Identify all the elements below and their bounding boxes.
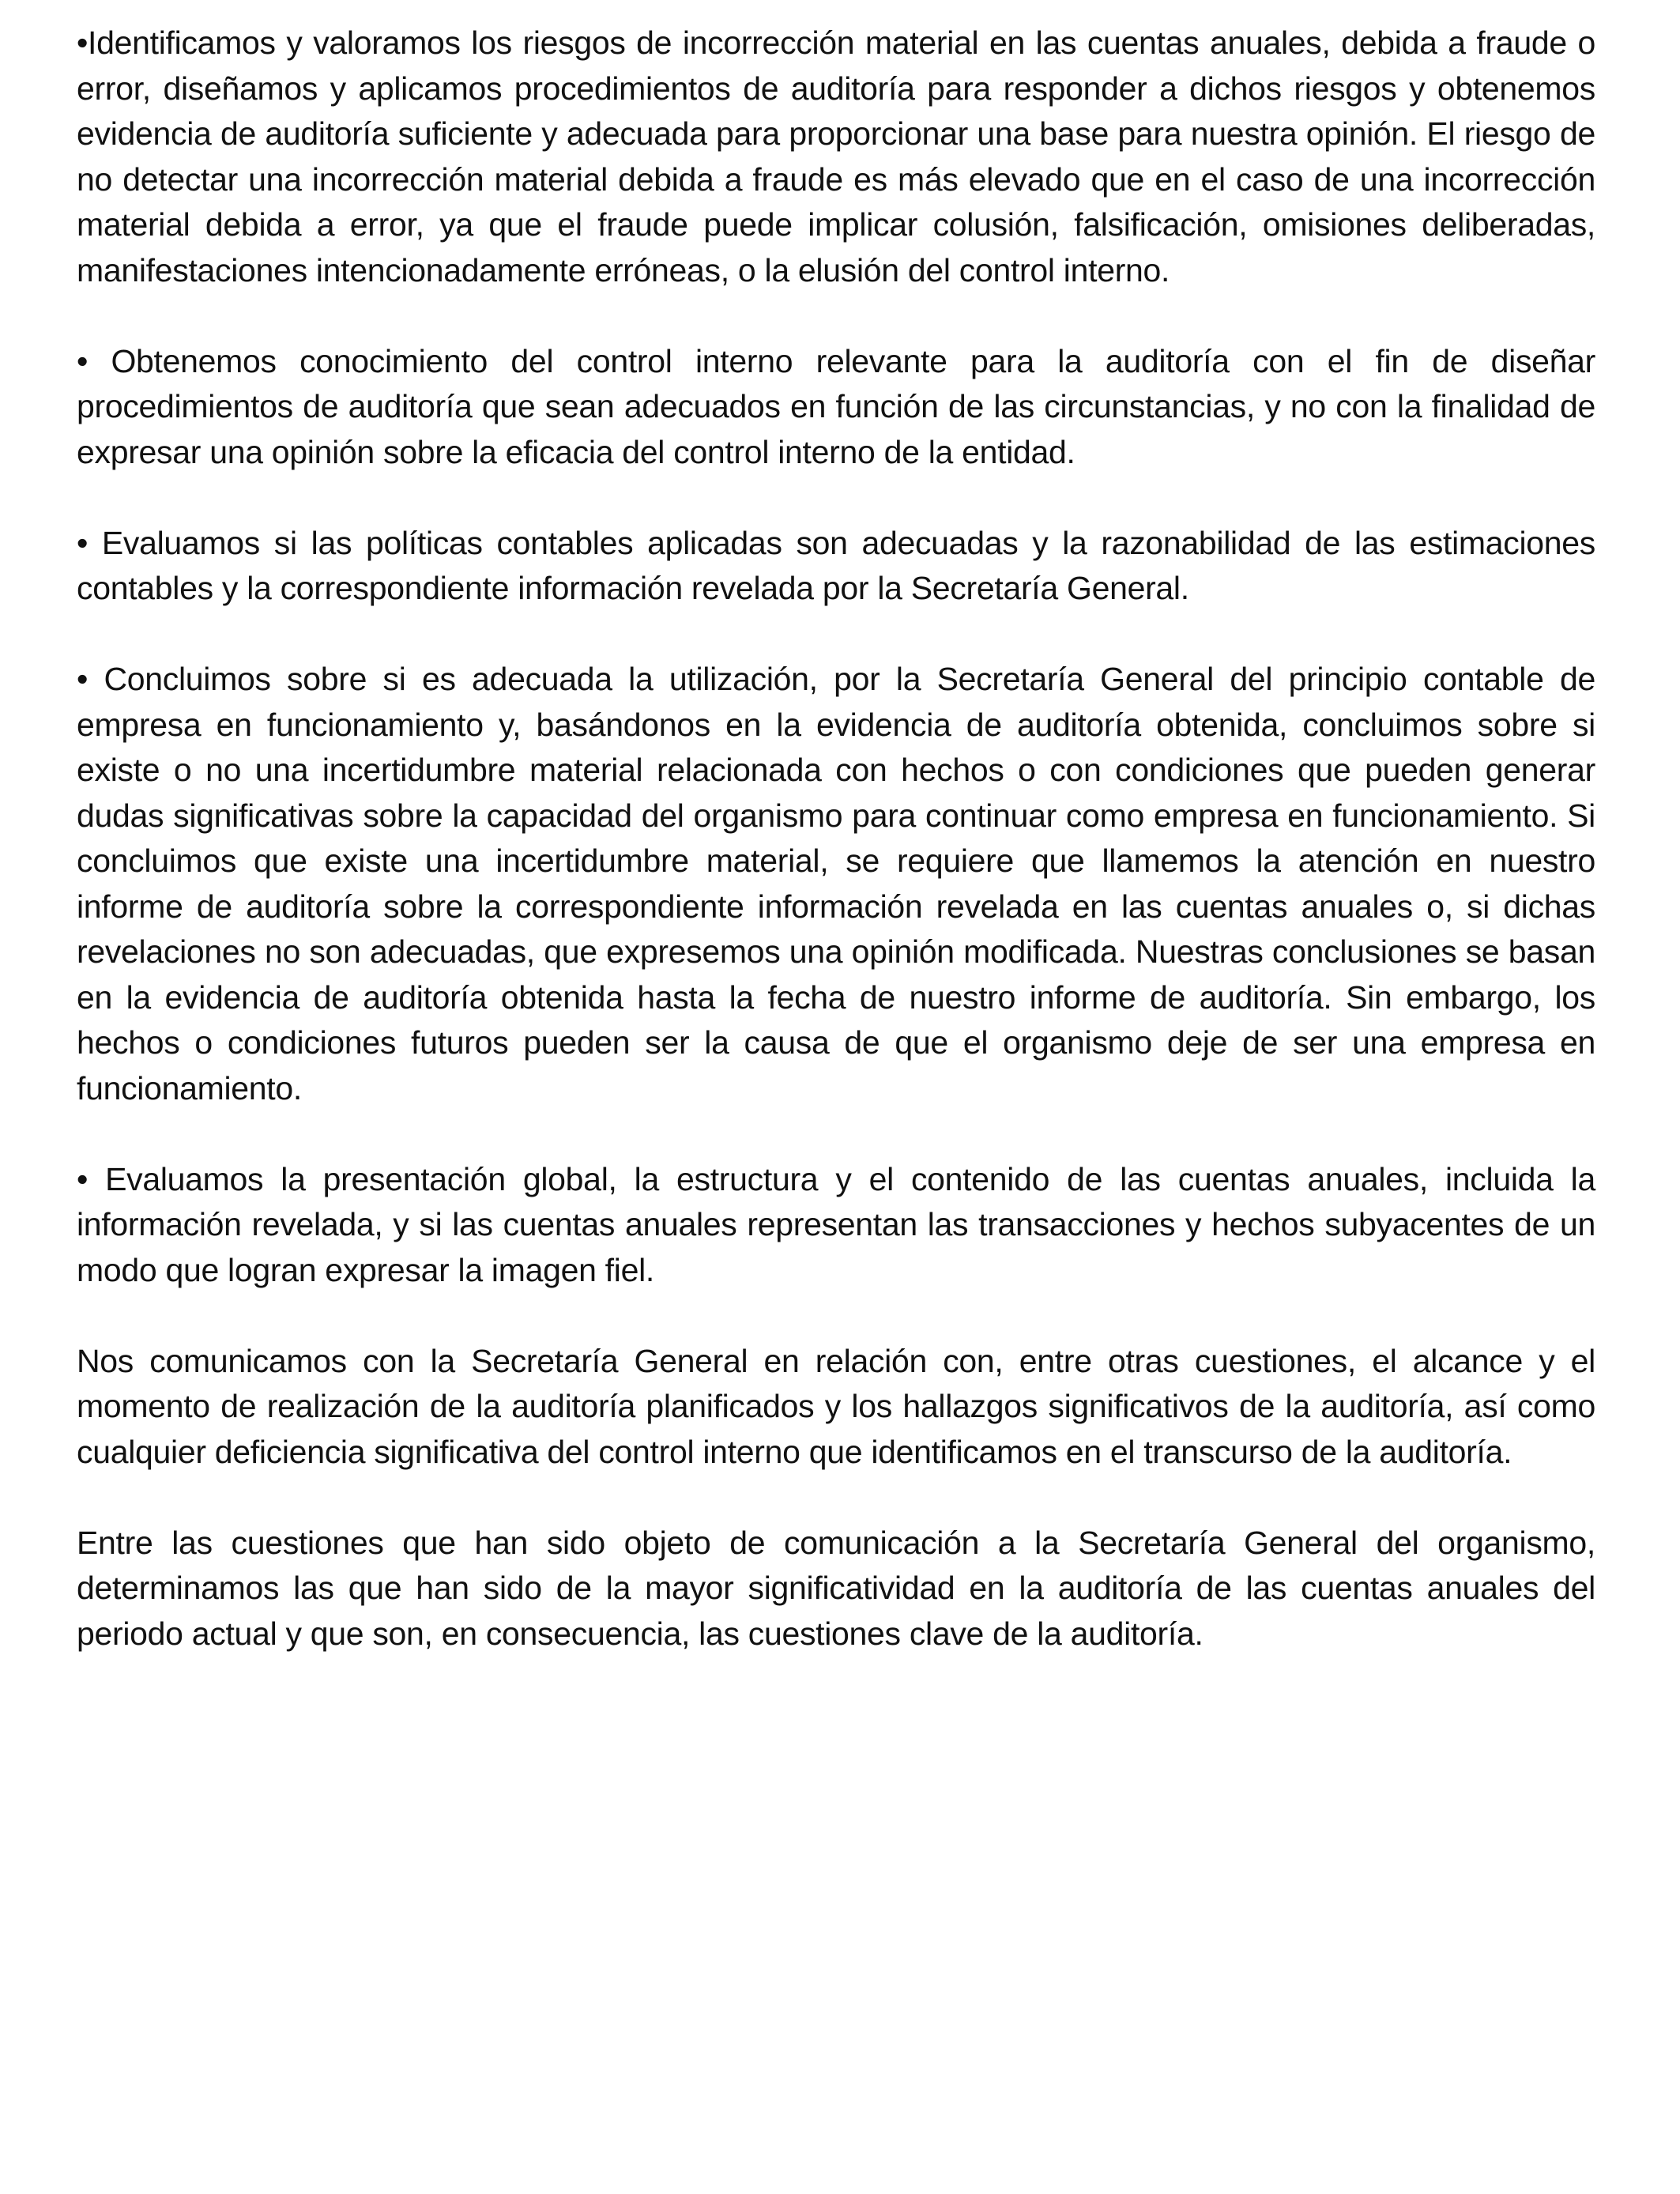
paragraph-key-audit-matters: Entre las cuestiones que han sido objeto de comunicación a la Secretaría General del organismo, determinamos las que han sido de la mayor significatividad en la auditoría de las cuentas anuales del periodo actual y que son, en consecuencia, las cuestiones clave de la auditoría.	[77, 1524, 1595, 1652]
paragraph-going-concern: • Concluimos sobre si es adecuada la utilización, por la Secretaría General del principio contable de empresa en funcionamiento y, basándonos en la evidencia de auditoría obtenida, concluimos sobre si existe o no una incertidumbre material relacionada con hechos o con condiciones que pueden generar dudas significativas sobre la capacidad del organismo para continuar como empresa en funcionamiento. Si concluimos que existe una incertidumbre material, se requiere que llamemos la atención en nuestro informe de auditoría sobre la correspondiente información revelada en las cuentas anuales o, si dichas revelaciones no son adecuadas, que expresemos una opinión modificada. Nuestras conclusiones se basan en la evidencia de auditoría obtenida hasta la fecha de nuestro informe de auditoría. Sin embargo, los hechos o condiciones futuros pueden ser la causa de que el organismo deje de ser una empresa en funcionamiento.	[77, 661, 1595, 1106]
document-body	[77, 21, 1595, 1657]
paragraph-accounting-policies: • Evaluamos si las políticas contables aplicadas son adecuadas y la razonabilidad de las estimaciones contables y la correspondiente información revelada por la Secretaría General.	[77, 524, 1595, 606]
paragraph-risk-identification: •Identificamos y valoramos los riesgos de incorrección material en las cuentas anuales, debida a fraude o error, diseñamos y aplicamos procedimientos de auditoría para responder a dichos riesgos y obtenemos evidencia de auditoría suficiente y adecuada para proporcionar una base para nuestra opinión. El riesgo de no detectar una incorrección material debida a fraude es más elevado que en el caso de una incorrección material debida a error, ya que el fraude puede implicar colusión, falsificación, omisiones deliberadas, manifestaciones intencionadamente erróneas, o la elusión del control interno.	[77, 25, 1595, 288]
paragraph-communication: Nos comunicamos con la Secretaría General en relación con, entre otras cuestiones, el alcance y el momento de realización de la auditoría planificados y los hallazgos significativos de la auditoría, así como cualquier deficiencia significativa del control interno que identificamos en el transcurso de la auditoría.	[77, 1342, 1595, 1470]
paragraph-global-presentation: • Evaluamos la presentación global, la estructura y el contenido de las cuentas anuales, incluida la información revelada, y si las cuentas anuales representan las transacciones y hechos subyacentes de un modo que logran expresar la imagen fiel.	[77, 1160, 1595, 1288]
paragraph-internal-control-knowledge: • Obtenemos conocimiento del control interno relevante para la auditoría con el fin de diseñar procedimientos de auditoría que sean adecuados en función de las circunstancias, y no con la finalidad de expresar una opinión sobre la eficacia del control interno de la entidad.	[77, 342, 1595, 470]
